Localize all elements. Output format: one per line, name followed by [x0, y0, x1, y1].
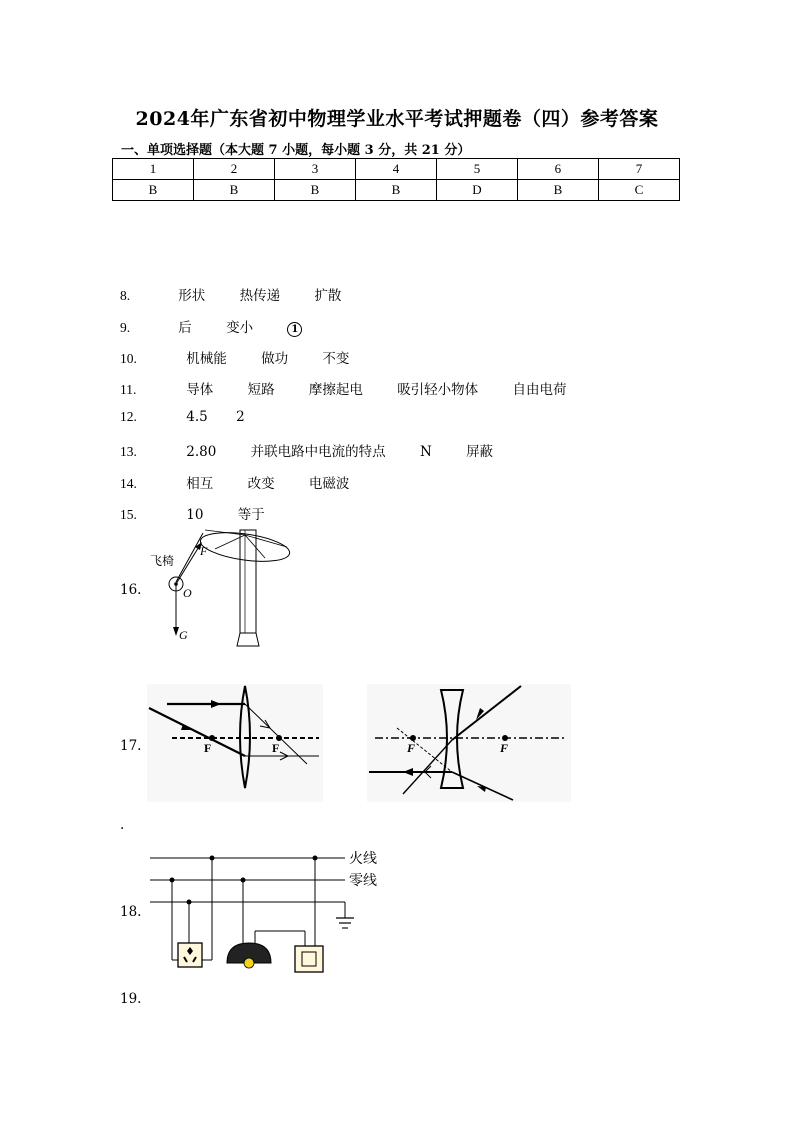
answer: N [419, 444, 432, 460]
answer: 不变 [322, 351, 350, 367]
question-number: 8. [120, 288, 131, 303]
section-heading: 一、单项选择题（本大题 7 小题，每小题 3 分，共 21 分） [121, 143, 471, 158]
table-cell: 4 [355, 159, 436, 180]
question-16-number: 16. [120, 582, 142, 598]
table-cell: B [517, 180, 598, 201]
answer: 自由电荷 [512, 382, 567, 398]
question-number: 11. [120, 382, 137, 397]
answer: 摩擦起电 [308, 382, 363, 398]
table-cell: 1 [113, 159, 194, 180]
table-cell: B [193, 180, 274, 201]
household-circuit-diagram [145, 843, 390, 978]
question-13 [120, 440, 523, 460]
question-15 [120, 503, 295, 523]
answer: 电磁波 [308, 476, 350, 492]
answer: 改变 [247, 476, 275, 492]
question-14 [120, 472, 379, 492]
answer: 机械能 [186, 351, 227, 367]
question-11 [120, 378, 596, 398]
table-cell: C [598, 180, 679, 201]
question-number: 9. [120, 320, 131, 335]
answer: 扩散 [314, 288, 342, 304]
answer: 导体 [186, 382, 214, 398]
answer: 2 [236, 409, 245, 425]
question-number: 15. [120, 507, 137, 522]
focus-label: F [204, 741, 212, 755]
question-number: 10. [120, 351, 137, 366]
force-F-label: F [200, 544, 208, 558]
seat-label: 飞椅 [150, 554, 175, 568]
focus-label: F [272, 741, 280, 755]
table-cell: B [274, 180, 355, 201]
table-cell: 5 [436, 159, 517, 180]
answer: 4.5 [186, 409, 208, 425]
table-cell: 6 [517, 159, 598, 180]
answer: 形状 [178, 288, 206, 304]
circled-answer: 1 [287, 322, 302, 337]
table-row [113, 159, 680, 180]
gravity-G-label: G [179, 628, 188, 642]
page-title: 2024年广东省初中物理学业水平考试押题卷（四）参考答案 [135, 108, 659, 130]
question-10 [120, 347, 379, 367]
question-19-number: 19. [120, 991, 142, 1007]
focus-label: F [500, 741, 509, 755]
answer: 变小 [226, 320, 254, 336]
stray-dot: . [120, 817, 125, 833]
question-18-number: 18. [120, 904, 142, 920]
neutral-wire-label: 零线 [349, 873, 377, 889]
force-diagram-q16 [145, 525, 305, 650]
answer: 短路 [247, 382, 275, 398]
question-12 [120, 409, 275, 425]
question-9 [120, 316, 302, 337]
table-cell: 2 [193, 159, 274, 180]
answer: 并联电路中电流的特点 [250, 444, 386, 460]
answer-table [112, 158, 680, 201]
table-cell: B [355, 180, 436, 201]
answer: 相互 [186, 476, 214, 492]
question-8 [120, 284, 371, 304]
answer: 等于 [237, 507, 265, 523]
table-row [113, 180, 680, 201]
table-cell: B [113, 180, 194, 201]
answer: 2.80 [186, 444, 217, 460]
answer: 做功 [261, 351, 289, 367]
answer: 10 [186, 507, 204, 523]
question-number: 14. [120, 476, 137, 491]
table-cell: 3 [274, 159, 355, 180]
answer: 屏蔽 [466, 444, 494, 460]
pivot-O-label: O [183, 586, 192, 600]
live-wire-label: 火线 [349, 851, 377, 867]
concave-lens-diagram [367, 684, 571, 802]
question-number: 13. [120, 444, 137, 459]
question-number: 12. [120, 409, 137, 424]
focus-label: F [407, 741, 416, 755]
table-cell: D [436, 180, 517, 201]
answer: 热传递 [239, 288, 281, 304]
question-17-number: 17. [120, 738, 142, 754]
convex-lens-diagram [147, 684, 323, 802]
answer: 吸引轻小物体 [397, 382, 479, 398]
answer: 后 [178, 320, 192, 336]
table-cell: 7 [598, 159, 679, 180]
